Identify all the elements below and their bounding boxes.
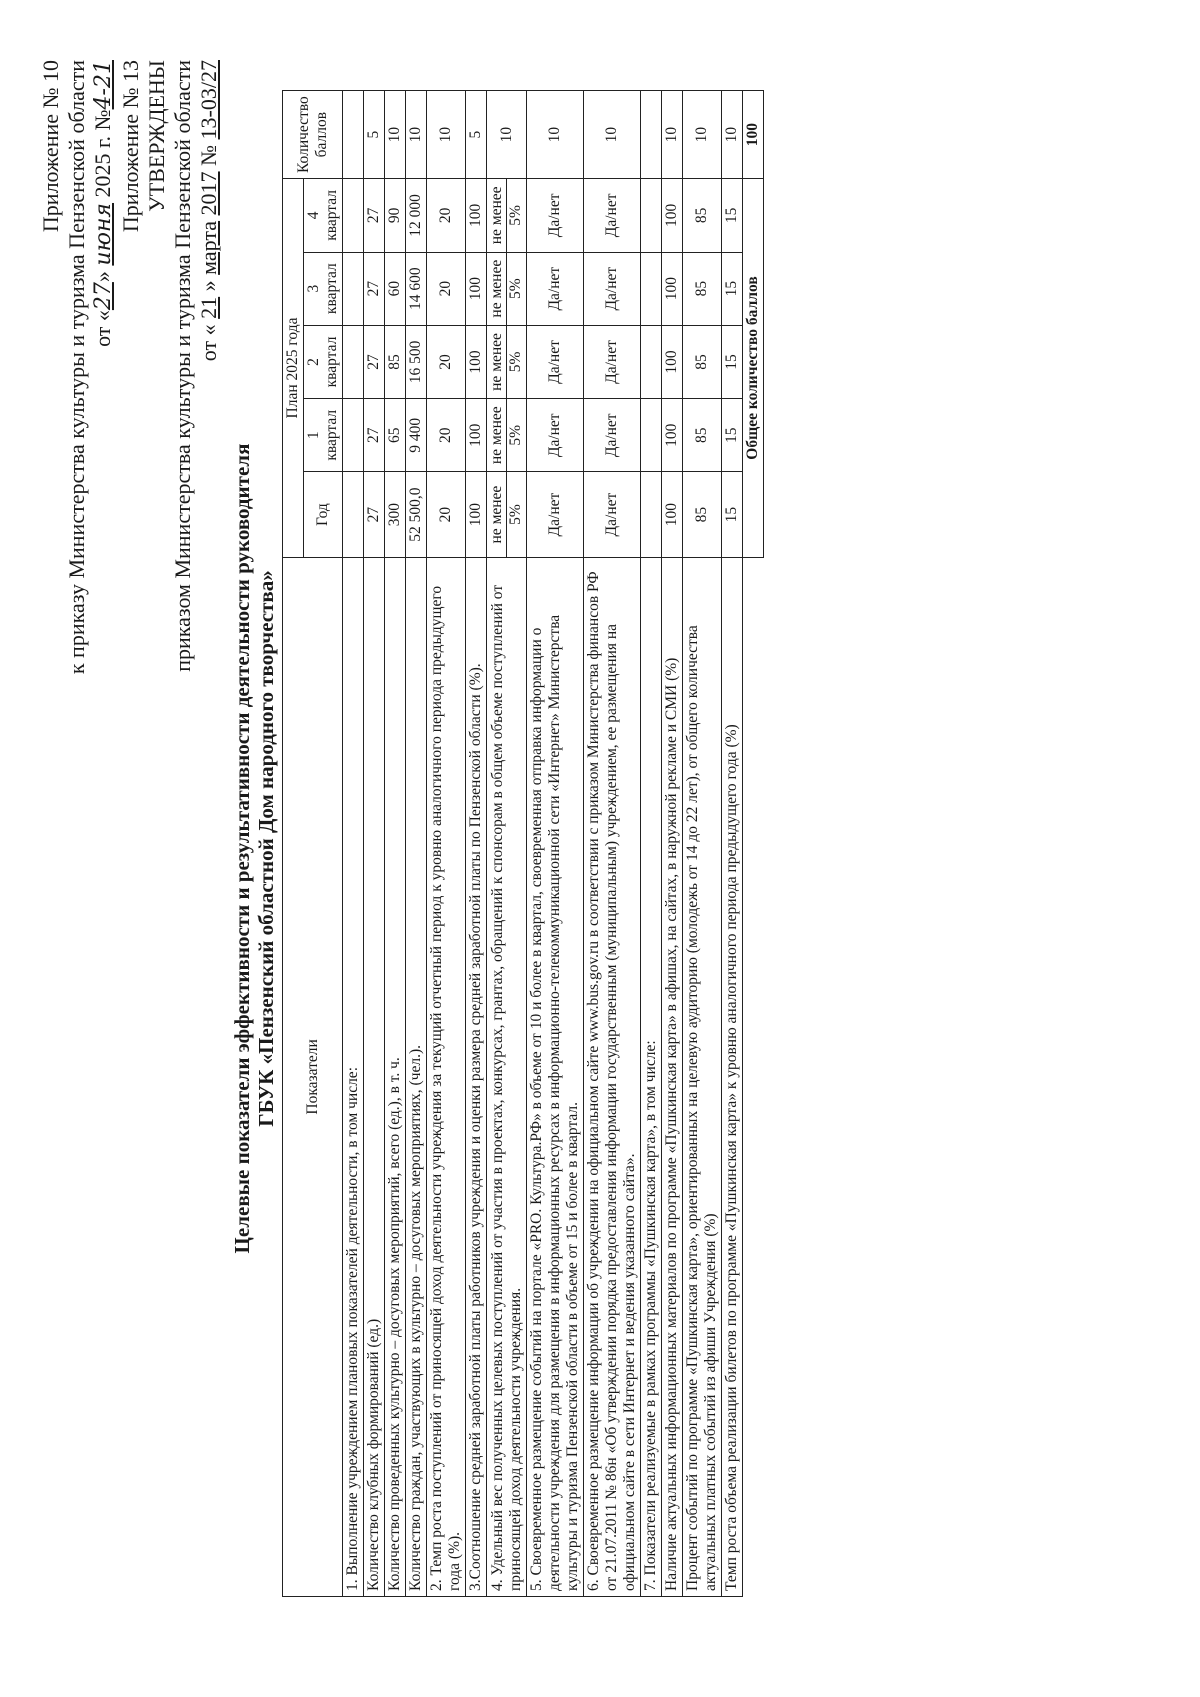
year-cell: 100 (466, 472, 487, 557)
q4-cell: 90 (385, 179, 406, 252)
table-row (641, 91, 662, 1597)
indicator-cell: 6. Своевременное размещение информации об учреждении на официальном сайте www.bus.gov.ru в соответствии с приказом Министерства финансов РФ от 21.07.2011 № 86н «Об утверждении порядка предоставления информации государственным (муниципальным) учреждением, ее размещения на официальном сайте в сети Интернет и ведения указанного сайта». (584, 557, 641, 1596)
title-line-2: ГБУК «Пензенский областной Дом народного творчества» (254, 570, 278, 1127)
table-row (466, 91, 487, 1597)
indicator-cell: 2. Темп роста поступлений от приносящей доход деятельности учреждения за текущий отчетный период к уровню аналогичного периода предыдущего года (%). (427, 557, 466, 1596)
table-row (427, 91, 466, 1597)
appendix-13-year: 2017 (196, 171, 221, 216)
q3-cell: 60 (385, 252, 406, 325)
q4-cell: 15 (722, 179, 743, 252)
document-title (230, 0, 278, 1697)
q3-cell: 27 (364, 252, 385, 325)
q1-cell: 20 (427, 399, 466, 472)
total-row (743, 91, 764, 1597)
indicator-cell: Количество клубных формирований (ед.) (364, 557, 385, 1596)
q4-cell: 100 (662, 179, 683, 252)
header-year: Год (304, 472, 343, 557)
indicator-cell: 7. Показатели реализуемые в рамках программы «Пушкинская карта», в том числе: (641, 557, 662, 1596)
appendix-10-day: 27 (91, 282, 116, 311)
q4-cell: не менее 5% (487, 179, 527, 252)
q4-cell: 27 (364, 179, 385, 252)
table-row (385, 91, 406, 1597)
appendix-13-month: марта (196, 220, 221, 275)
appendix-10-header (38, 60, 117, 674)
q1-cell: Да/нет (584, 399, 641, 472)
header-plan: План 2025 года (283, 179, 304, 558)
year-cell: 85 (683, 472, 722, 557)
appendix-13-date-line: от « 21 » марта 2017 № 13-03/27 (196, 60, 221, 362)
q4-cell: 100 (466, 179, 487, 252)
year-cell: 100 (662, 472, 683, 557)
table-row (364, 91, 385, 1597)
q2-cell: Да/нет (584, 325, 641, 398)
appendix-13-header (118, 60, 222, 672)
table-row (527, 91, 584, 1597)
table-row (683, 91, 722, 1597)
q1-cell: 100 (466, 399, 487, 472)
appendix-13-title: Приложение № 13 (118, 60, 143, 233)
q3-cell: 15 (722, 252, 743, 325)
table-row (662, 91, 683, 1597)
q1-cell: 65 (385, 399, 406, 472)
indicator-cell: Количество граждан, участвующих в культурно – досуговых мероприятиях, (чел.). (406, 557, 427, 1596)
q3-cell: Да/нет (527, 252, 584, 325)
indicator-cell: Наличие актуальных информационных материалов по программе «Пушкинская карта» в афишах, на сайтах, в наружной рекламе и СМИ (%) (662, 557, 683, 1596)
q1-cell: Да/нет (527, 399, 584, 472)
q2-cell: 100 (662, 325, 683, 398)
header-indicators: Показатели (283, 557, 343, 1596)
appendix-10-date-line: от «27» июня 2025 г. №4-21 (90, 60, 116, 347)
q1-cell: 15 (722, 399, 743, 472)
q4-cell: 12 000 (406, 179, 427, 252)
q3-cell: 14 600 (406, 252, 427, 325)
indicator-cell: Количество проведенных культурно – досуговых мероприятий, всего (ед.), в т. ч. (385, 557, 406, 1596)
header-q3: 3 квартал (304, 252, 343, 325)
year-cell: 20 (427, 472, 466, 557)
score-cell: 10 (487, 91, 527, 179)
q1-cell: 9 400 (406, 399, 427, 472)
indicator-cell: Процент событий по программе «Пушкинская карта», ориентированных на целевую аудиторию (молодежь от 14 до 22 лет), от общего количества актуальных платных событий из афиши Учреждения (%) (683, 557, 722, 1596)
year-cell: 27 (364, 472, 385, 557)
score-cell: 10 (662, 91, 683, 179)
header-q1: 1 квартал (304, 399, 343, 472)
q4-cell: 20 (427, 179, 466, 252)
q2-cell: 20 (427, 325, 466, 398)
q3-cell: 20 (427, 252, 466, 325)
score-cell: 10 (527, 91, 584, 179)
score-cell: 5 (466, 91, 487, 179)
q4-cell: Да/нет (527, 179, 584, 252)
table-row (722, 91, 743, 1597)
header-score: Количество баллов (283, 91, 343, 179)
score-cell: 5 (364, 91, 385, 179)
appendix-13-order-line: приказом Министерства культуры и туризма Пензенской области (170, 60, 195, 672)
q3-cell: Да/нет (584, 252, 641, 325)
q2-cell: 15 (722, 325, 743, 398)
score-cell: 10 (683, 91, 722, 179)
q2-cell: 100 (466, 325, 487, 398)
appendix-10-number: 4-21 (91, 60, 116, 110)
q3-cell: 100 (662, 252, 683, 325)
indicators-table (282, 90, 764, 1597)
table-row (406, 91, 427, 1597)
q2-cell: 85 (683, 325, 722, 398)
year-cell: 52 500,0 (406, 472, 427, 557)
header-q4: 4 квартал (304, 179, 343, 252)
table-row (584, 91, 641, 1597)
indicator-cell: Темп роста объема реализации билетов по программе «Пушкинская карта» к уровню аналогичного периода предыдущего года (%) (722, 557, 743, 1596)
q2-cell: не менее 5% (487, 325, 527, 398)
score-cell: 10 (427, 91, 466, 179)
year-cell: Да/нет (584, 472, 641, 557)
appendix-10-title: Приложение № 10 (38, 60, 63, 233)
score-cell: 10 (584, 91, 641, 179)
year-cell: 300 (385, 472, 406, 557)
appendix-13-number: 13-03/27 (196, 60, 221, 140)
year-cell: не менее 5% (487, 472, 527, 557)
score-cell: 10 (406, 91, 427, 179)
year-cell: 15 (722, 472, 743, 557)
table-row (343, 91, 364, 1597)
title-line-1: Целевые показатели эффективности и результативности деятельности руководителя (230, 443, 254, 1254)
year-cell: Да/нет (527, 472, 584, 557)
approved-label: УТВЕРЖДЕНЫ (144, 60, 169, 212)
indicator-cell: 3.Соотношение средней заработной платы работников учреждения и оценки размера средней заработной платы по Пензенской области (%). (466, 557, 487, 1596)
q3-cell: не менее 5% (487, 252, 527, 325)
indicator-cell: 5. Своевременное размещение событий на портале «PRO. Культура.РФ» в объеме от 10 и более в квартал, своевременная отправка информации о деятельности учреждения для размещения в информационных ресурсах в информационно-телекоммуникационной сети «Интернет» Министерства культуры и туризма Пензенской области в объеме от 15 и более в квартал. (527, 557, 584, 1596)
q4-cell: 85 (683, 179, 722, 252)
q1-cell: 100 (662, 399, 683, 472)
appendix-13-day: 21 (196, 296, 221, 319)
header-q2: 2 квартал (304, 325, 343, 398)
table-row (487, 91, 527, 1597)
q2-cell: 85 (385, 325, 406, 398)
q4-cell: Да/нет (584, 179, 641, 252)
q3-cell: 85 (683, 252, 722, 325)
total-value: 100 (743, 91, 764, 179)
q1-cell: не менее 5% (487, 399, 527, 472)
q1-cell: 85 (683, 399, 722, 472)
indicator-cell: 4. Удельный вес полученных целевых поступлений от участия в проектах, конкурсах, грантах, обращений к спонсорам в общем объеме поступлений от приносящей доход деятельности учреждения. (487, 557, 527, 1596)
q2-cell: 16 500 (406, 325, 427, 398)
score-cell: 10 (722, 91, 743, 179)
q2-cell: 27 (364, 325, 385, 398)
appendix-10-month: июня (91, 202, 116, 266)
total-label: Общее количество баллов (743, 179, 764, 558)
q3-cell: 100 (466, 252, 487, 325)
q2-cell: Да/нет (527, 325, 584, 398)
q1-cell: 27 (364, 399, 385, 472)
table-header-row-1 (283, 91, 304, 1597)
appendix-10-order-line: к приказу Министерства культуры и туризма Пензенской области (64, 60, 89, 675)
score-cell: 10 (385, 91, 406, 179)
appendix-10-year: 2025 г. (90, 135, 115, 198)
indicator-cell: 1. Выполнение учреждением плановых показателей деятельности, в том числе: (343, 557, 364, 1596)
